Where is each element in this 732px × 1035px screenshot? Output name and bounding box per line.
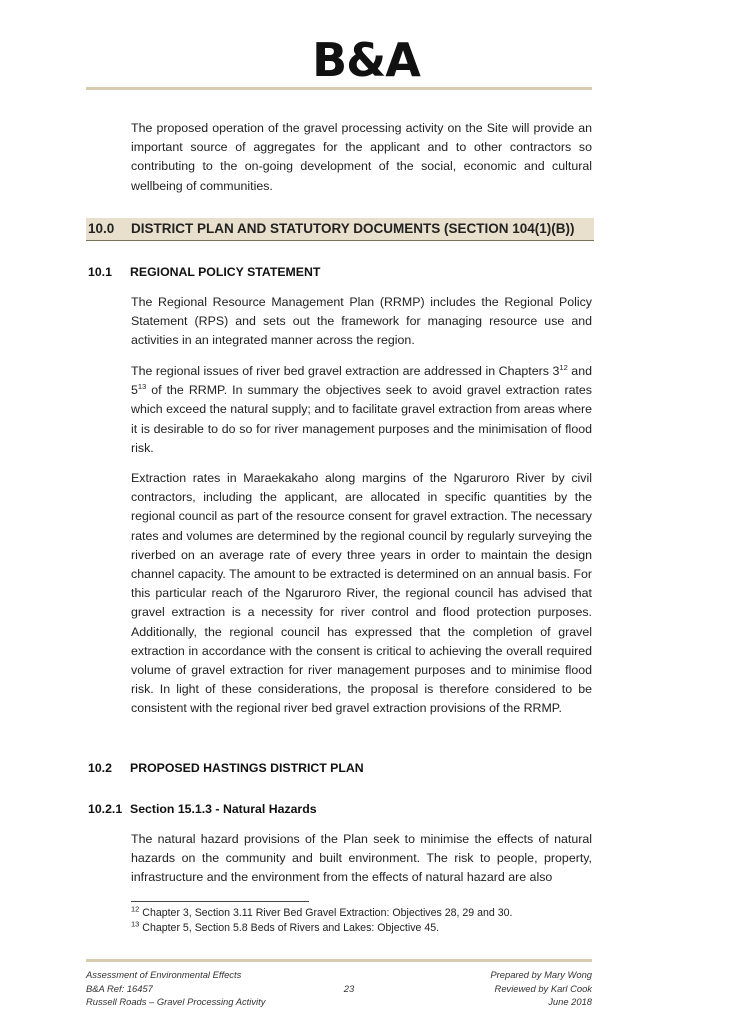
footnote-ref-13: 13 <box>137 382 147 392</box>
extraction-rates-paragraph: Extraction rates in Maraekakaho along margins of the Ngaruroro River by civil contractors, including the applicant, are allocated in specific quantities by the regional council as part of the resource consent for gravel extraction. The necessary rates and volumes are determined by the regional council by regularly surveying the riverbed on an average rate of every three years in order to maintain the design channel capacity. The amount to be extracted is determined on an annual basis. For this particular reach of the Ngaruroro River, the regional council has advised that gravel extraction is a necessity for river control and flood protection purposes. Additionally, the regional council has expressed that the completion of gravel extraction in accordance with the consent is critical to achieving the overall required volume of gravel extraction for river management purposes and to minimise flood risk. In light of these considerations, the proposal is therefore considered to be consistent with the regional river bed gravel extraction provisions of the RRMP. <box>131 471 592 716</box>
footer-date: June 2018 <box>548 996 592 1007</box>
rrmp-intro-paragraph: The Regional Resource Management Plan (RRMP) includes the Regional Policy Statement (RPS) and sets out the framework for managing resource use and activities in an integrated manner across the region. <box>131 295 592 348</box>
page-number: 23 <box>343 983 355 994</box>
footer-reference: B&A Ref: 16457 <box>86 982 153 994</box>
subsection-number: 10.1 <box>88 265 112 279</box>
section-title: DISTRICT PLAN AND STATUTORY DOCUMENTS (SECTION 104(1)(B)) <box>131 221 575 236</box>
subsection-number: 10.2.1 <box>88 802 123 816</box>
footnote-mark: 12 <box>131 904 140 914</box>
footnote-12 <box>131 906 592 921</box>
gravel-issues-paragraph <box>131 362 592 458</box>
footnote-mark: 13 <box>131 919 140 929</box>
subsection-number: 10.2 <box>88 761 112 775</box>
section-number: 10.0 <box>88 221 115 236</box>
footnote-ref-12: 12 <box>559 362 568 372</box>
footnote-13 <box>131 921 592 936</box>
subsection-title: REGIONAL POLICY STATEMENT <box>130 265 321 279</box>
natural-hazards-paragraph: The natural hazard provisions of the Plan seek to minimise the effects of natural hazards on the community and built environment. The risk to people, property, infrastructure and the environment from the effects of natural hazard are also <box>131 832 592 885</box>
header-divider <box>86 87 592 90</box>
paragraph-text: and 5 <box>131 364 592 398</box>
footnote-text: Chapter 5, Section 5.8 Beds of Rivers and Lakes: Objective 45. <box>139 922 440 934</box>
paragraph-text: The regional issues of river bed gravel extraction are addressed in Chapters 3 <box>131 364 560 378</box>
footer-project: Russell Roads – Gravel Processing Activity <box>86 996 266 1007</box>
paragraph-text: of the RRMP. In summary the objectives seek to avoid gravel extraction rates which exceed the natural supply; and to facilitate gravel extraction from areas where it is desirable to do so for river management purposes and the minimisation of flood risk. <box>131 383 592 455</box>
footer-reviewed-by: Reviewed by Karl Cook <box>494 982 592 994</box>
footer-right <box>490 968 592 1009</box>
company-logo: B&A <box>312 33 420 87</box>
footnote-divider <box>131 901 309 902</box>
subsection-title: PROPOSED HASTINGS DISTRICT PLAN <box>130 761 364 775</box>
footer-divider <box>86 959 592 962</box>
footer-document-title: Assessment of Environmental Effects <box>86 969 242 980</box>
footnote-text: Chapter 3, Section 3.11 River Bed Gravel Extraction: Objectives 28, 29 and 30. <box>139 907 513 919</box>
section-heading-10-0 <box>86 218 594 241</box>
intro-paragraph: The proposed operation of the gravel processing activity on the Site will provide an important source of aggregates for the applicant and to other contractors so contributing to the on-going development of the social, economic and cultural wellbeing of communities. <box>131 121 592 193</box>
subsection-title: Section 15.1.3 - Natural Hazards <box>130 802 317 816</box>
footer-prepared-by: Prepared by Mary Wong <box>490 969 592 980</box>
